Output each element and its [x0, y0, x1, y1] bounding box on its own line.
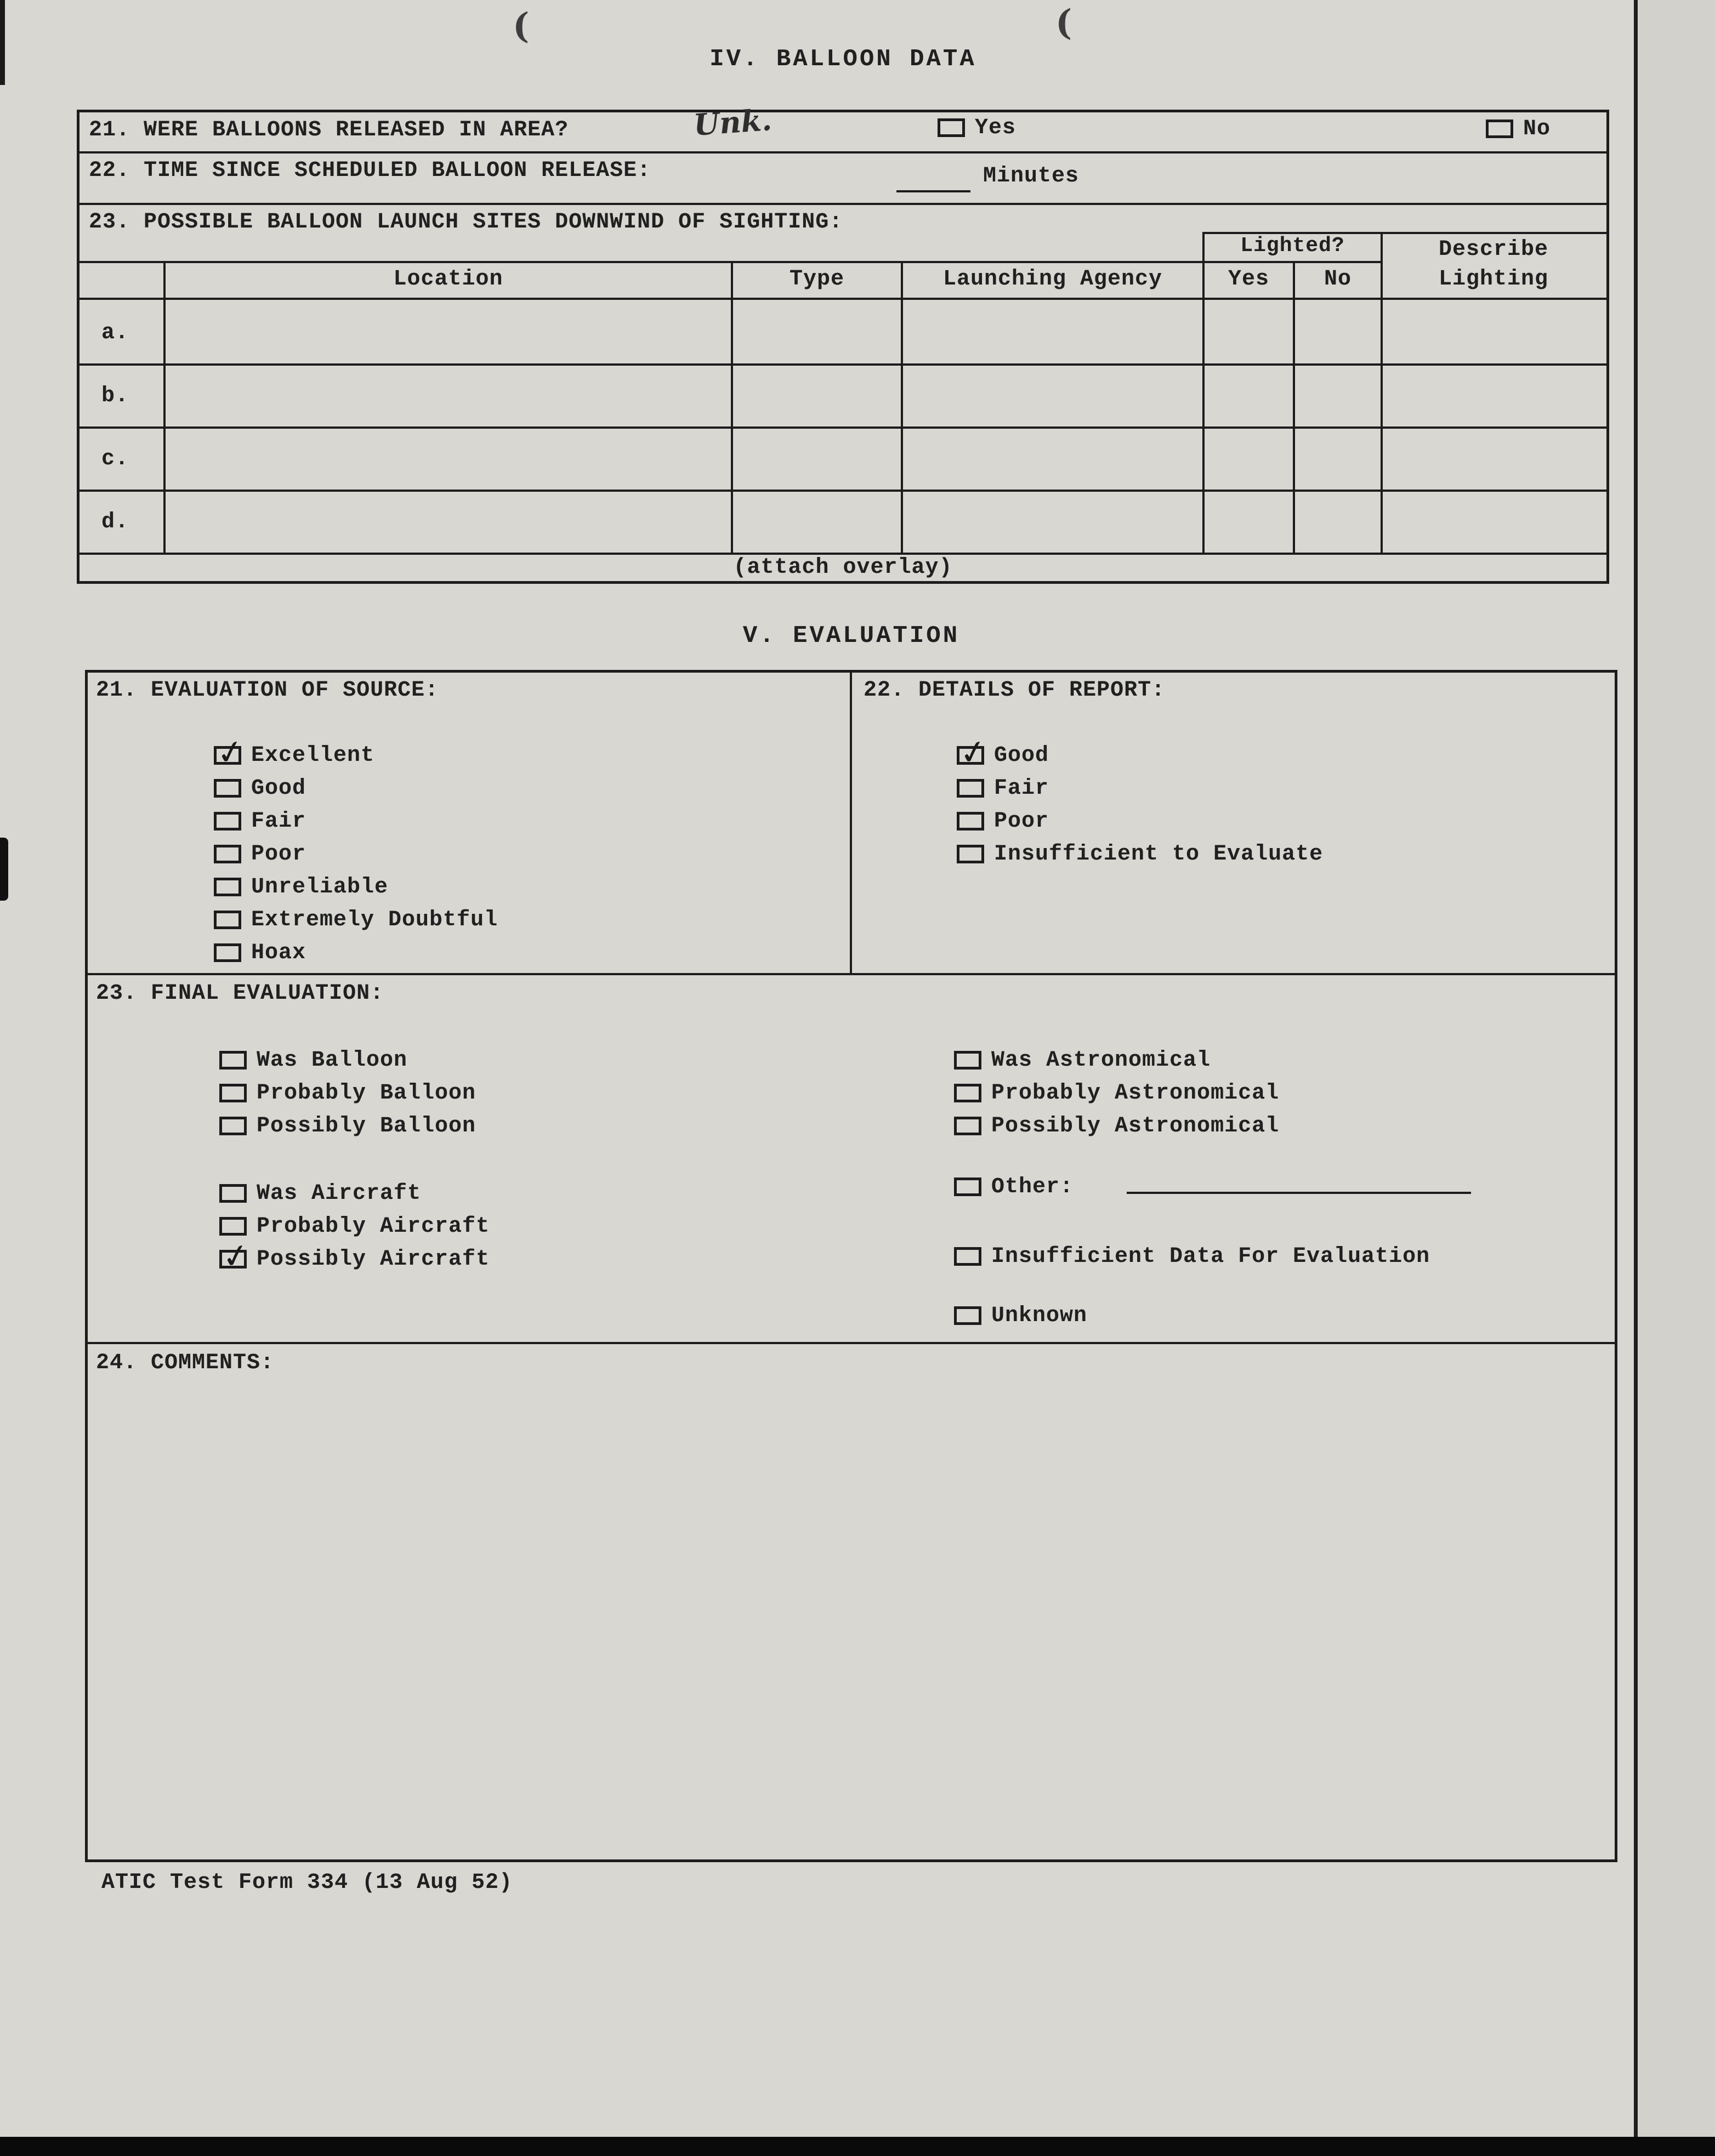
launch-site-row-a[interactable] [166, 301, 1606, 362]
row-label-b: b. [101, 384, 129, 408]
column-header-agency: Launching Agency [942, 267, 1163, 292]
minutes-label: Minutes [983, 164, 1080, 189]
option-label: Unreliable [251, 874, 389, 900]
grid-line [79, 203, 1606, 205]
column-header-type: Type [789, 267, 844, 292]
balloon-data-box [77, 102, 1609, 584]
checkbox-was-astronomical[interactable] [954, 1051, 981, 1070]
checkbox-probably-balloon[interactable] [219, 1084, 247, 1102]
option-row-excellent [214, 739, 498, 772]
no-label: No [1523, 116, 1551, 141]
option-row-unreliable [214, 871, 498, 903]
option-label: Possibly Aircraft [257, 1247, 490, 1272]
scan-blob-left [0, 838, 8, 901]
grid-line [88, 1342, 1615, 1344]
checkbox-balloons-released-no[interactable] [1486, 120, 1513, 138]
checkbox-insufficient-data[interactable] [954, 1247, 981, 1266]
option-label: Possibly Astronomical [991, 1113, 1280, 1139]
row-label-a: a. [101, 321, 129, 345]
checkbox-probably-aircraft[interactable] [219, 1217, 247, 1236]
grid-line [88, 973, 1615, 975]
column-header-describe-lighting [1381, 235, 1606, 294]
scan-margin-right [1638, 0, 1715, 2137]
section-iv-title: IV. BALLOON DATA [709, 45, 976, 73]
option-row-was-balloon [219, 1044, 476, 1077]
section-v-title: V. EVALUATION [742, 622, 960, 650]
checkbox-other[interactable] [954, 1177, 981, 1196]
option-label: Probably Astronomical [991, 1080, 1280, 1106]
option-label: Excellent [251, 743, 375, 768]
option-row-possibly-aircraft [219, 1243, 490, 1276]
comments-area[interactable] [93, 1385, 1612, 1854]
option-label: Probably Balloon [257, 1080, 476, 1106]
scan-artifact-paren: ( [1055, 2, 1072, 43]
scan-edge-left [0, 0, 5, 85]
option-label: Poor [251, 841, 306, 867]
final-eval-astronomical-options [954, 1044, 1279, 1142]
option-label: Extremely Doubtful [251, 907, 498, 932]
option-row-insufficient-data [954, 1240, 1430, 1273]
grid-line [79, 553, 1606, 555]
scan-edge-bottom [0, 2137, 1715, 2156]
option-label: Possibly Balloon [257, 1113, 476, 1139]
final-evaluation-label: 23. FINAL EVALUATION: [96, 981, 384, 1006]
checkbox-fair[interactable] [214, 812, 241, 830]
checkbox-details-good[interactable] [957, 746, 984, 765]
grid-line [79, 151, 1606, 153]
checkbox-probably-astronomical[interactable] [954, 1084, 981, 1102]
column-header-yes: Yes [1228, 267, 1269, 292]
balloons-released-yes-row [938, 111, 1016, 144]
final-eval-balloon-options [219, 1044, 476, 1142]
question-23-label: 23. POSSIBLE BALLOON LAUNCH SITES DOWNWIND OF SIGHTING: [89, 210, 843, 235]
row-label-c: c. [101, 447, 129, 471]
checkbox-was-aircraft[interactable] [219, 1184, 247, 1203]
option-row-details-good [957, 739, 1323, 772]
scan-artifact-paren: ( [513, 5, 530, 47]
option-row-probably-balloon [219, 1077, 476, 1110]
option-row-other [954, 1170, 1074, 1203]
option-label: Unknown [991, 1303, 1088, 1328]
column-header-location: Location [393, 267, 503, 292]
minutes-blank[interactable] [896, 190, 970, 192]
details-of-report-label: 22. DETAILS OF REPORT: [864, 678, 1166, 703]
final-eval-aircraft-options [219, 1177, 490, 1276]
form-number-footer: ATIC Test Form 334 (13 Aug 52) [101, 1870, 513, 1895]
details-of-report-options [957, 739, 1323, 871]
checkbox-hoax[interactable] [214, 943, 241, 962]
option-row-was-aircraft [219, 1177, 490, 1210]
lighting-line: Lighting [1438, 267, 1549, 292]
option-label: Probably Aircraft [257, 1214, 490, 1239]
checkbox-unknown[interactable] [954, 1306, 981, 1325]
eval-source-label: 21. EVALUATION OF SOURCE: [96, 678, 439, 703]
option-row-poor [214, 838, 498, 871]
checkbox-balloons-released-yes[interactable] [938, 118, 965, 137]
option-row-good [214, 772, 498, 805]
launch-site-row-c[interactable] [166, 429, 1606, 489]
option-label: Hoax [251, 940, 306, 965]
option-row-possibly-astronomical [954, 1110, 1279, 1142]
checkbox-excellent[interactable] [214, 746, 241, 765]
option-row-possibly-balloon [219, 1110, 476, 1142]
checkbox-possibly-aircraft[interactable] [219, 1250, 247, 1268]
option-row-unknown [954, 1299, 1087, 1332]
option-row-extremely-doubtful [214, 903, 498, 936]
option-label: Poor [994, 809, 1049, 834]
option-row-details-poor [957, 805, 1323, 838]
grid-line [850, 673, 852, 973]
option-label: Was Balloon [257, 1048, 408, 1073]
question-21-label: 21. WERE BALLOONS RELEASED IN AREA? [89, 118, 569, 143]
option-label: Good [251, 776, 306, 801]
checkbox-was-balloon[interactable] [219, 1051, 247, 1070]
option-row-hoax [214, 936, 498, 969]
launch-site-row-d[interactable] [166, 492, 1606, 552]
balloons-released-no-row [1486, 112, 1551, 145]
other-label: Other: [991, 1174, 1074, 1199]
checkbox-extremely-doubtful[interactable] [214, 911, 241, 929]
describe-line: Describe [1438, 237, 1549, 262]
launch-site-row-b[interactable] [166, 366, 1606, 426]
checkbox-unreliable[interactable] [214, 878, 241, 896]
column-header-lighted: Lighted? [1240, 234, 1345, 258]
grid-line [79, 298, 1606, 300]
balloons-released-answer: Unk. [692, 102, 773, 143]
option-label: Was Aircraft [257, 1181, 422, 1206]
checkbox-details-poor[interactable] [957, 812, 984, 830]
page-edge-line [1634, 0, 1638, 2137]
option-label: Insufficient Data For Evaluation [991, 1244, 1430, 1269]
checkbox-poor[interactable] [214, 845, 241, 863]
option-label: Fair [994, 776, 1049, 801]
option-row-details-fair [957, 772, 1323, 805]
option-label: Insufficient to Evaluate [994, 841, 1324, 867]
option-row-probably-aircraft [219, 1210, 490, 1243]
column-header-no: No [1324, 267, 1351, 292]
option-row-was-astronomical [954, 1044, 1279, 1077]
question-22-label: 22. TIME SINCE SCHEDULED BALLOON RELEASE: [89, 158, 651, 183]
option-row-probably-astronomical [954, 1077, 1279, 1110]
option-label: Good [994, 743, 1049, 768]
checkbox-good[interactable] [214, 779, 241, 798]
checkbox-details-fair[interactable] [957, 779, 984, 798]
yes-label: Yes [975, 115, 1016, 140]
eval-source-options [214, 739, 498, 969]
row-label-d: d. [101, 510, 129, 534]
option-label: Was Astronomical [991, 1048, 1211, 1073]
other-blank[interactable] [1127, 1192, 1471, 1194]
checkbox-possibly-astronomical[interactable] [954, 1117, 981, 1135]
option-row-fair [214, 805, 498, 838]
attach-overlay-note: (attach overlay) [733, 555, 953, 580]
checkbox-insufficient-to-evaluate[interactable] [957, 845, 984, 863]
option-row-insufficient-to-evaluate [957, 838, 1323, 871]
checkbox-possibly-balloon[interactable] [219, 1117, 247, 1135]
evaluation-box [85, 670, 1617, 1862]
option-label: Fair [251, 809, 306, 834]
comments-label: 24. COMMENTS: [96, 1351, 275, 1375]
